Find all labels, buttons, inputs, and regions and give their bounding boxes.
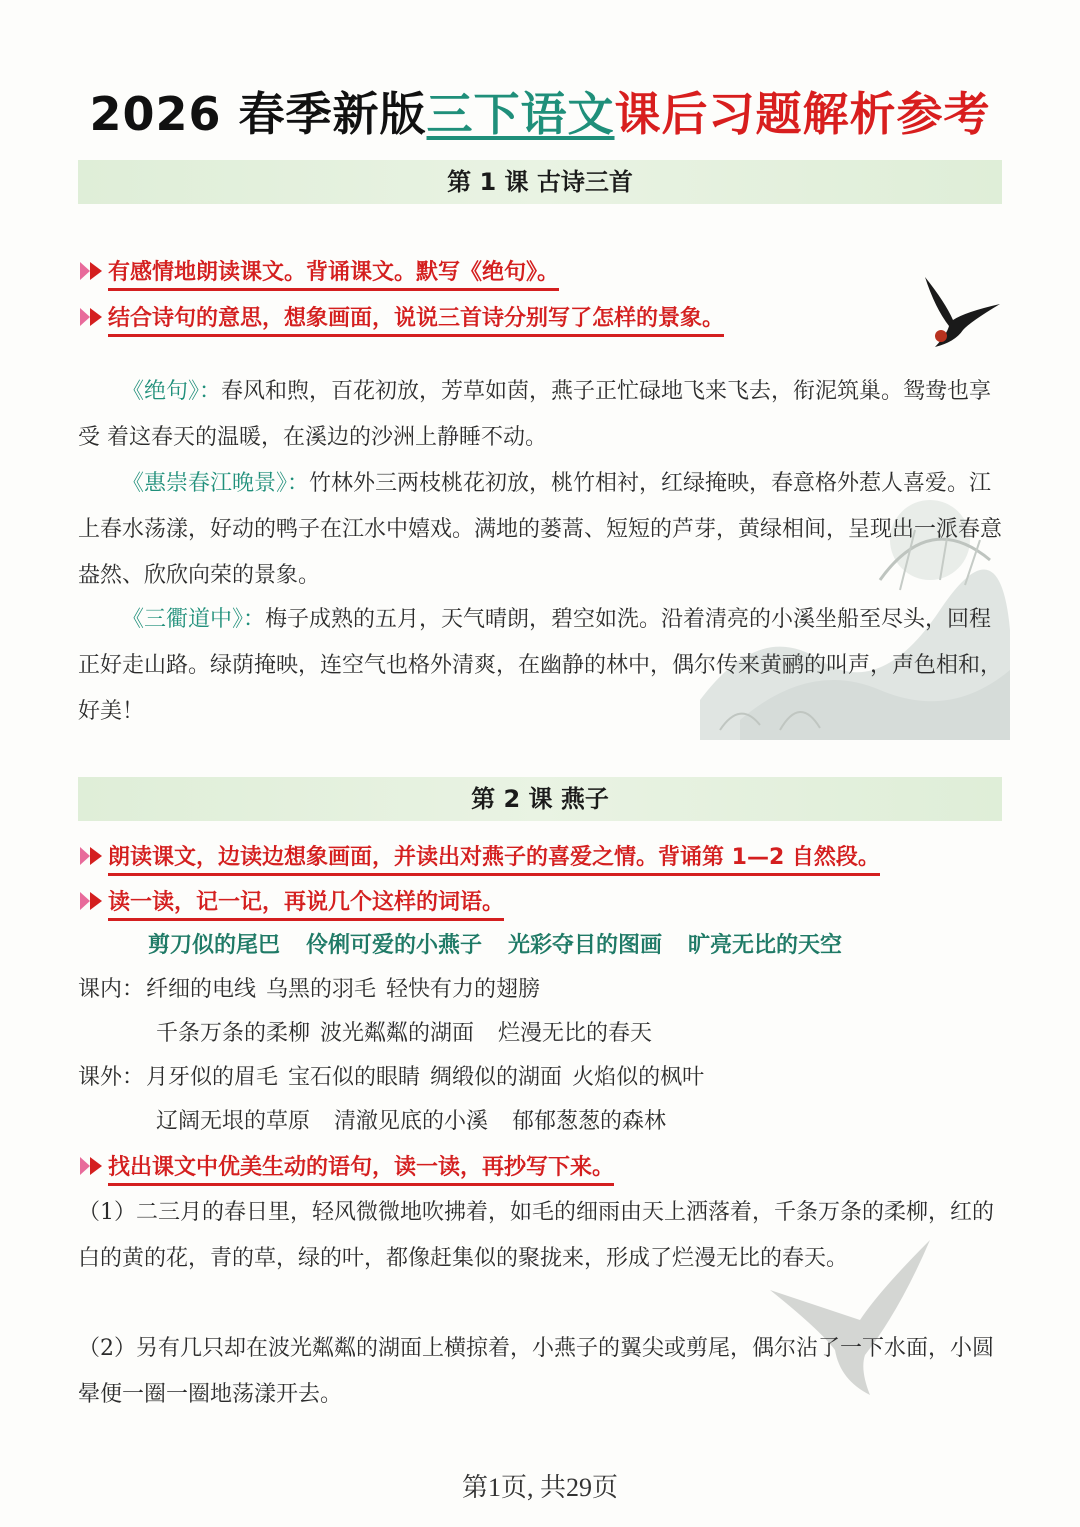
poem-description: 竹林外三两枝桃花初放，桃竹相衬，红绿掩映，春意格外惹人喜爱。江上春水荡漾，好动的鸭子在江水中嬉戏。满地的蒌蒿、短短的芦芽，黄绿相间，呈现出一派春意盎然、欣欣向荣的景象。: [78, 471, 1003, 588]
lesson-1-question-2: [78, 299, 724, 339]
example-phrase: 旷亮无比的天空: [688, 933, 843, 958]
phrase: 乌黑的羽毛: [266, 977, 377, 1002]
poem-answer-sanqu: [78, 597, 1002, 735]
lesson-1-heading: 第 1 课 古诗三首: [78, 160, 1002, 204]
poem-name: 《三衢道中》：: [122, 607, 266, 632]
example-phrase: 光彩夺目的图画: [508, 933, 663, 958]
arrow-icon: [78, 890, 106, 912]
lesson-2-question-2: [78, 883, 504, 923]
inside-phrases-row-2: [156, 1012, 662, 1056]
arrow-icon: [78, 1155, 106, 1177]
lesson-2-question-3: [78, 1148, 614, 1188]
question-text: 读一读，记一记，再说几个这样的词语。: [108, 888, 504, 921]
question-text: 结合诗句的意思，想象画面，说说三首诗分别写了怎样的景象。: [108, 304, 724, 337]
phrase: 纤细的电线: [146, 977, 257, 1002]
example-phrase: 剪刀似的尾巴: [148, 933, 281, 958]
beautiful-sentence-2: （2）另有几只却在波光粼粼的湖面上横掠着，小燕子的翼尖或剪尾，偶尔沾了一下水面，小圆晕便一圈一圈地荡漾开去。: [78, 1336, 995, 1407]
phrase: 清澈见底的小溪: [334, 1109, 489, 1134]
swallow-icon: [915, 272, 1005, 352]
outside-phrases-row-2: [156, 1100, 676, 1144]
phrase: 千条万条的柔柳: [156, 1021, 311, 1046]
phrase: 轻快有力的翅膀: [386, 977, 541, 1002]
poem-description: 梅子成熟的五月，天气晴朗，碧空如洗。沿着清亮的小溪坐船至尽头，回程正好走山路。绿荫掩映，连空气也格外清爽，在幽静的林中，偶尔传来黄鹂的叫声，声色相和，好美！: [78, 607, 1003, 724]
lesson-2-heading: 第 2 课 燕子: [78, 777, 1002, 821]
poem-name: 《绝句》：: [122, 379, 222, 404]
poem-description: 春风和煦，百花初放，芳草如茵，燕子正忙碌地飞来飞去，衔泥筑巢。鸳鸯也享受 着这春天的温暖，在溪边的沙洲上静睡不动。: [78, 379, 992, 450]
poem-name: 《惠崇春江晚景》：: [122, 471, 310, 496]
phrase: 波光粼粼的湖面: [320, 1021, 475, 1046]
poem-answer-huichong: [78, 461, 1002, 599]
example-phrases: [148, 926, 868, 966]
title-part-year: 2026 春季新版: [89, 87, 427, 141]
example-phrase: 伶俐可爱的小燕子: [306, 933, 483, 958]
outside-label: 课外：: [78, 1065, 145, 1090]
inside-label: 课内：: [78, 977, 145, 1002]
lesson-2-question-1: [78, 838, 880, 878]
page-number: 第1页, 共29页: [461, 1473, 618, 1502]
arrow-icon: [78, 845, 106, 867]
phrase: 月牙似的眉毛: [146, 1065, 279, 1090]
phrase: 郁郁葱葱的森林: [512, 1109, 667, 1134]
inside-phrases-row-1: [78, 968, 550, 1012]
title-part-subject: 三下语文: [426, 87, 615, 141]
page-title: [0, 84, 1080, 144]
question-text: 找出课文中优美生动的语句，读一读，再抄写下来。: [108, 1153, 614, 1186]
arrow-icon: [78, 306, 106, 328]
title-part-topic: 课后习题解析参考: [614, 87, 991, 141]
phrase: 辽阔无垠的草原: [156, 1109, 311, 1134]
question-text: 有感情地朗读课文。背诵课文。默写《绝句》。: [108, 258, 559, 291]
lesson-1-question-1: [78, 253, 559, 293]
phrase: 烂漫无比的春天: [498, 1021, 653, 1046]
outside-phrases-row-1: [78, 1056, 714, 1100]
phrase: 火焰似的枫叶: [572, 1065, 705, 1090]
beautiful-sentence-1: （1）二三月的春日里，轻风微微地吹拂着，如毛的细雨由天上洒落着，千条万条的柔柳，红的白的黄的花，青的草，绿的叶，都像赶集似的聚拢来，形成了烂漫无比的春天。: [78, 1200, 995, 1271]
poem-answer-jueju: [78, 369, 1002, 461]
phrase: 宝石似的眼睛: [288, 1065, 421, 1090]
arrow-icon: [78, 260, 106, 282]
phrase: 绸缎似的湖面: [430, 1065, 563, 1090]
question-text: 朗读课文，边读边想象画面，并读出对燕子的喜爱之情。背诵第 1—2 自然段。: [108, 843, 880, 876]
